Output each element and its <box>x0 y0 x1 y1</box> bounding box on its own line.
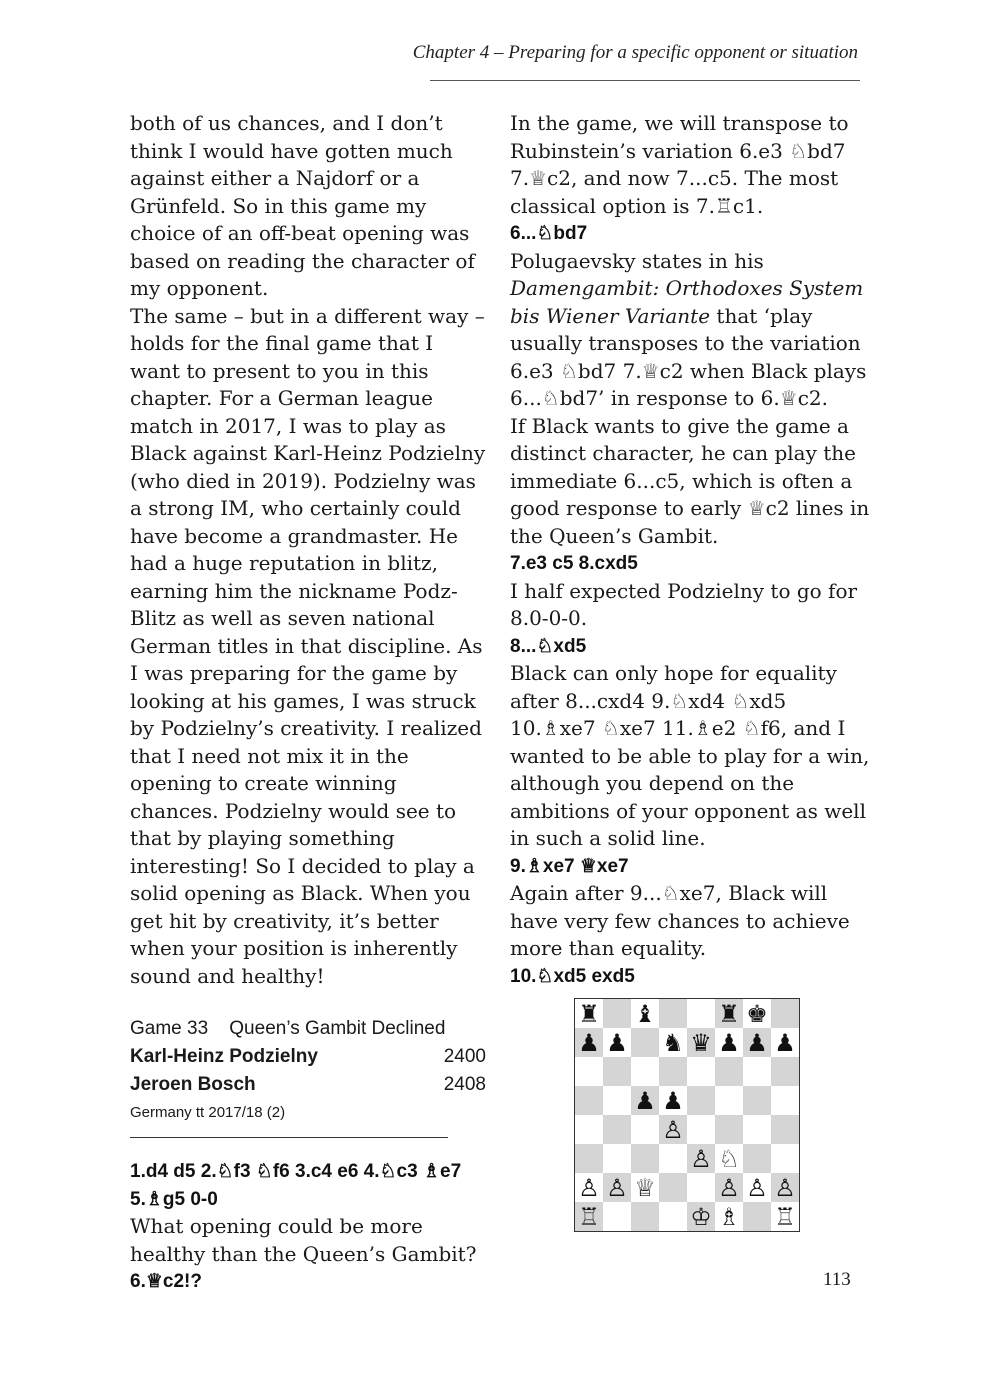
right-paragraph-2-b: that ‘play usually transposes to the variation 6.e3 ♘bd7 7.♕c2 when Black plays 6...♘bd7’ in response to 6.♕c2. <box>510 303 867 410</box>
square-f2 <box>715 1173 743 1202</box>
square-g6 <box>743 1057 771 1086</box>
game-header <box>130 1015 486 1138</box>
square-f8 <box>715 999 743 1028</box>
right-paragraph-2-a: Polugaevsky states in his <box>510 248 764 273</box>
chess-board-diagram <box>574 998 800 1232</box>
square-h8 <box>771 999 799 1028</box>
running-head: Chapter 4 – Preparing for a specific opponent or situation <box>412 42 858 63</box>
moves-opening: 1.d4 d5 2.♘f3 ♘f6 3.c4 e6 4.♘c3 ♗e7 5.♗g5 0-0 <box>130 1161 462 1210</box>
chess-piece-icon: ♝ <box>634 999 656 1028</box>
square-c8 <box>631 999 659 1028</box>
chess-piece-icon: ♙ <box>606 1173 628 1202</box>
right-paragraph-6: Again after 9...♘xe7, Black will have very few chances to achieve more than equality. <box>510 881 850 960</box>
square-g2 <box>743 1173 771 1202</box>
chess-piece-icon: ♟ <box>746 1028 768 1057</box>
square-a6 <box>575 1057 603 1086</box>
chess-piece-icon: ♘ <box>718 1144 740 1173</box>
chess-piece-icon: ♟ <box>634 1086 656 1115</box>
square-b3 <box>603 1144 631 1173</box>
square-g1 <box>743 1202 771 1231</box>
square-c7 <box>631 1028 659 1057</box>
chess-piece-icon: ♙ <box>662 1115 684 1144</box>
square-f7 <box>715 1028 743 1057</box>
square-h4 <box>771 1115 799 1144</box>
square-d5 <box>659 1086 687 1115</box>
square-b7 <box>603 1028 631 1057</box>
chess-piece-icon: ♖ <box>774 1202 796 1231</box>
right-paragraph-5: Black can only hope for equality after 8...cxd4 9.♘xd4 ♘xd5 10.♗xe7 ♘xe7 11.♗e2 ♘f6, and I wanted to be able to play for a win, although you depend on the ambitions of your opponent as well in such a solid line. <box>510 661 870 850</box>
right-column <box>510 110 870 1232</box>
square-d2 <box>659 1173 687 1202</box>
game-event: Germany tt 2017/18 (2) <box>130 1104 286 1121</box>
square-e4 <box>687 1115 715 1144</box>
square-c3 <box>631 1144 659 1173</box>
square-h7 <box>771 1028 799 1057</box>
square-c5 <box>631 1086 659 1115</box>
square-e1 <box>687 1202 715 1231</box>
square-b2 <box>603 1173 631 1202</box>
chess-piece-icon: ♛ <box>690 1028 712 1057</box>
square-h1 <box>771 1202 799 1231</box>
chess-piece-icon: ♗ <box>718 1202 740 1231</box>
square-c1 <box>631 1202 659 1231</box>
square-b6 <box>603 1057 631 1086</box>
chess-piece-icon: ♙ <box>774 1173 796 1202</box>
left-paragraph-3: What opening could be more healthy than the Queen’s Gambit? <box>130 1214 477 1266</box>
square-g8 <box>743 999 771 1028</box>
right-paragraph-4: I half expected Podzielny to go for 8.0-0-0. <box>510 578 858 630</box>
square-d4 <box>659 1115 687 1144</box>
square-e3 <box>687 1144 715 1173</box>
square-a3 <box>575 1144 603 1173</box>
square-b5 <box>603 1086 631 1115</box>
chess-piece-icon: ♕ <box>634 1173 656 1202</box>
square-e2 <box>687 1173 715 1202</box>
square-h3 <box>771 1144 799 1173</box>
square-a2 <box>575 1173 603 1202</box>
square-h6 <box>771 1057 799 1086</box>
square-g4 <box>743 1115 771 1144</box>
square-h5 <box>771 1086 799 1115</box>
square-b1 <box>603 1202 631 1231</box>
moves-8-black: 8...♘xd5 <box>510 635 587 657</box>
moves-6: 6.♕c2!? <box>130 1271 202 1292</box>
black-player-row <box>130 1071 486 1099</box>
right-paragraph-2 <box>510 248 870 413</box>
square-c6 <box>631 1057 659 1086</box>
game-opening: Queen’s Gambit Declined <box>229 1018 446 1039</box>
square-g3 <box>743 1144 771 1173</box>
left-paragraph-2: The same – but in a different way – holds for the final game that I want to present to you in this chapter. For a German league match in 2017, I was to play as Black against Karl-Heinz Podzielny (who died in 2019). Podzielny was a strong IM, who certainly could have become a grandmaster. He had a huge reputation in blitz, earning him the nickname Podz-Blitz as well as seven national German titles in that discipline. As I was preparing for the game by looking at his games, I was struck by Podzielny’s creativity. I realized that I need not mix it in the opening to create winning chances. Podzielny would see to that by playing something interesting! So I decided to play a solid opening as Black. When you get hit by creativity, it’s better when your position is inherently sound and healthy! <box>130 303 486 988</box>
chess-piece-icon: ♙ <box>718 1173 740 1202</box>
chess-piece-icon: ♔ <box>690 1202 712 1231</box>
white-player-elo: 2400 <box>443 1046 486 1067</box>
moves-9: 9.♗xe7 ♕xe7 <box>510 855 629 877</box>
right-paragraph-1: In the game, we will transpose to Rubinstein’s variation 6.e3 ♘bd7 7.♕c2, and now 7...c5. The most classical option is 7.♖c1. <box>510 111 849 218</box>
chess-piece-icon: ♟ <box>774 1028 796 1057</box>
square-c2 <box>631 1173 659 1202</box>
chess-piece-icon: ♞ <box>662 1028 684 1057</box>
square-a5 <box>575 1086 603 1115</box>
square-f5 <box>715 1086 743 1115</box>
square-e6 <box>687 1057 715 1086</box>
game-number: Game 33 <box>130 1018 209 1039</box>
square-f4 <box>715 1115 743 1144</box>
square-e5 <box>687 1086 715 1115</box>
page-number: 113 <box>823 1269 851 1290</box>
chess-piece-icon: ♜ <box>718 999 740 1028</box>
square-d8 <box>659 999 687 1028</box>
right-paragraph-3: If Black wants to give the game a distinct character, he can play the immediate 6...c5, which is often a good response to early ♕c2 lines in the Queen’s Gambit. <box>510 413 870 548</box>
chess-piece-icon: ♟ <box>662 1086 684 1115</box>
chess-piece-icon: ♟ <box>578 1028 600 1057</box>
chess-piece-icon: ♖ <box>578 1202 600 1231</box>
square-a8 <box>575 999 603 1028</box>
square-g5 <box>743 1086 771 1115</box>
game-header-rule <box>130 1137 448 1138</box>
chess-piece-icon: ♟ <box>718 1028 740 1057</box>
square-d1 <box>659 1202 687 1231</box>
square-f3 <box>715 1144 743 1173</box>
square-h2 <box>771 1173 799 1202</box>
black-player-elo: 2408 <box>443 1074 486 1095</box>
chess-piece-icon: ♟ <box>606 1028 628 1057</box>
white-player-name: Karl-Heinz Podzielny <box>130 1046 318 1067</box>
chess-piece-icon: ♜ <box>578 999 600 1028</box>
white-player-row <box>130 1043 486 1071</box>
square-d3 <box>659 1144 687 1173</box>
chess-piece-icon: ♙ <box>578 1173 600 1202</box>
header-rule <box>430 80 860 81</box>
left-paragraph-1: both of us chances, and I don’t think I would have gotten much against either a Najdorf or a Grünfeld. So in this game my choice of an off-beat opening was based on reading the character of my opponent. <box>130 111 475 300</box>
square-f1 <box>715 1202 743 1231</box>
square-b8 <box>603 999 631 1028</box>
square-a4 <box>575 1115 603 1144</box>
chess-piece-icon: ♙ <box>690 1144 712 1173</box>
square-c4 <box>631 1115 659 1144</box>
square-d7 <box>659 1028 687 1057</box>
left-column <box>130 110 486 1296</box>
game-title-row <box>130 1015 486 1043</box>
square-f6 <box>715 1057 743 1086</box>
square-e7 <box>687 1028 715 1057</box>
chess-piece-icon: ♙ <box>746 1173 768 1202</box>
moves-6-black: 6...♘bd7 <box>510 223 588 244</box>
square-a7 <box>575 1028 603 1057</box>
moves-7-8: 7.e3 c5 8.cxd5 <box>510 553 638 574</box>
square-b4 <box>603 1115 631 1144</box>
square-d6 <box>659 1057 687 1086</box>
black-player-name: Jeroen Bosch <box>130 1074 256 1095</box>
chess-piece-icon: ♚ <box>746 999 768 1028</box>
book-title: Damengambit: Orthodoxes System bis Wiener Variante <box>510 276 864 328</box>
square-a1 <box>575 1202 603 1231</box>
square-g7 <box>743 1028 771 1057</box>
moves-10: 10.♘xd5 exd5 <box>510 965 635 987</box>
square-e8 <box>687 999 715 1028</box>
